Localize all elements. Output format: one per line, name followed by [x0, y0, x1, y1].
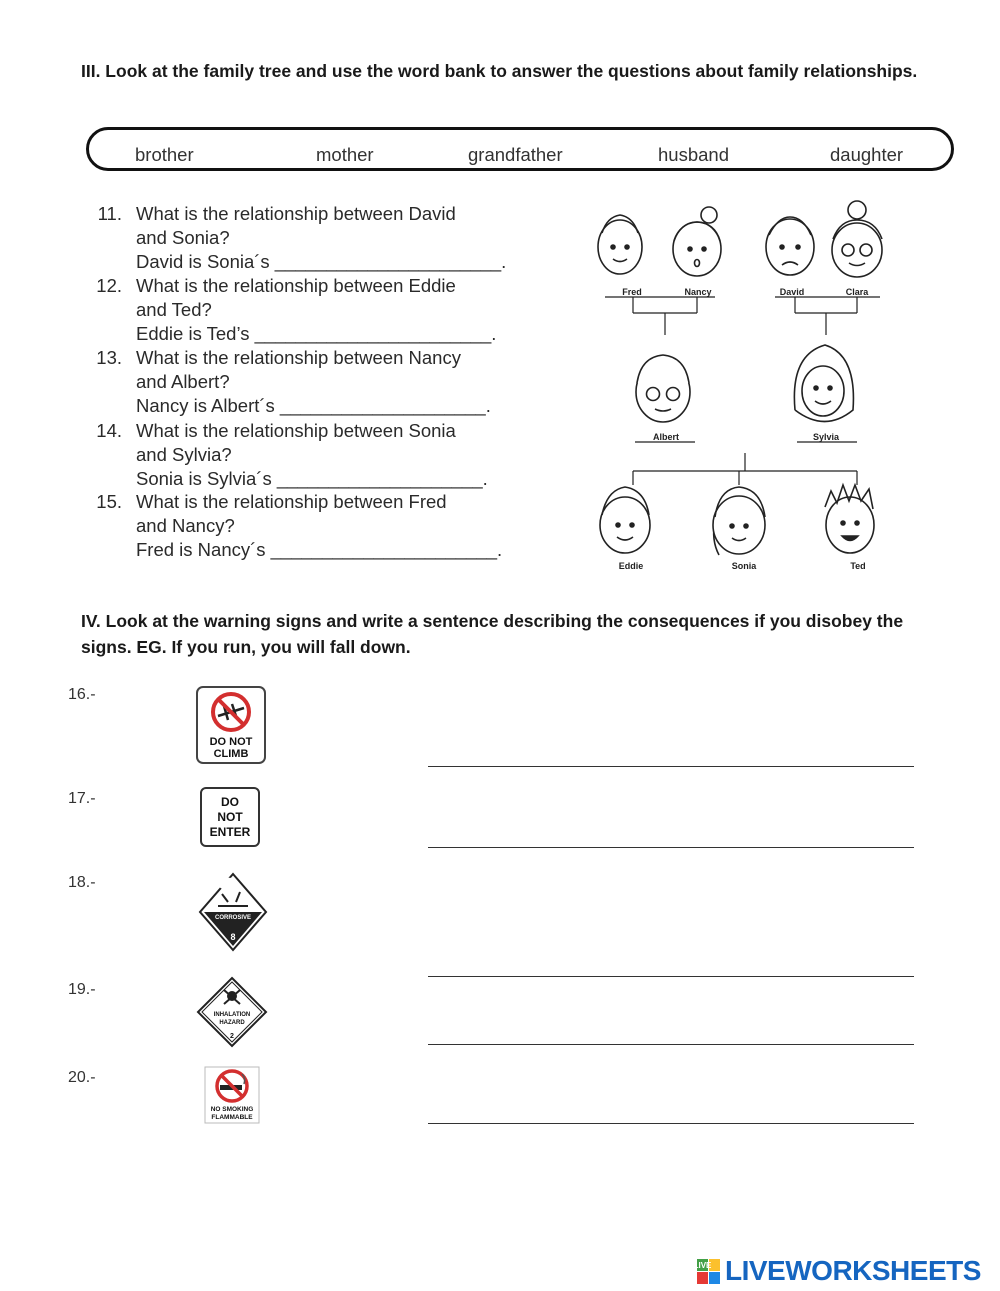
answer-blank[interactable]: Eddie is Ted’s _______________________.: [136, 323, 497, 344]
question-number: 13.: [96, 347, 122, 368]
corrosive-sign-icon: [198, 872, 268, 952]
question-number: 12.: [96, 275, 122, 296]
sign-text: ENTER: [209, 825, 251, 839]
do-not-climb-sign-icon: [196, 686, 266, 764]
sign-text: NOT: [217, 810, 243, 824]
tree-label-nancy: Nancy: [684, 287, 712, 297]
question-15: [88, 490, 518, 562]
tree-label-sylvia: Sylvia: [812, 432, 840, 442]
eddie-face-icon: [600, 487, 650, 553]
tree-label-eddie: Eddie: [618, 561, 644, 571]
question-text: What is the relationship between Fred: [136, 491, 447, 512]
question-text: and Sylvia?: [136, 444, 232, 465]
question-11: [88, 202, 518, 274]
answer-blank[interactable]: Fred is Nancy´s ______________________.: [136, 539, 503, 560]
section4-heading: IV. Look at the warning signs and write a sentence describing the consequences if you disobey the signs. EG. If you run, you will fall down.: [81, 611, 904, 657]
david-face-icon: [766, 217, 814, 275]
answer-line[interactable]: [428, 976, 914, 977]
question-text: and Sonia?: [136, 227, 230, 248]
item-number: 16.-: [68, 686, 96, 703]
sign-text: NO SMOKING: [210, 1106, 254, 1113]
logo-letter: LIVE: [693, 1261, 712, 1270]
tree-label-ted: Ted: [850, 561, 866, 571]
question-text: and Albert?: [136, 371, 230, 392]
sylvia-face-icon: [794, 345, 853, 422]
question-text: What is the relationship between David: [136, 203, 456, 224]
word-bank-item: grandfather: [468, 144, 563, 165]
answer-blank[interactable]: Nancy is Albert´s ____________________.: [136, 395, 491, 416]
question-13: [88, 346, 518, 418]
answer-line[interactable]: [428, 1044, 914, 1045]
tree-label-sonia: Sonia: [731, 561, 757, 571]
sign-text: DO NOT: [209, 736, 253, 748]
sign-text: CORROSIVE: [214, 915, 252, 921]
item-number: 17.-: [68, 790, 96, 807]
word-bank-item: daughter: [830, 144, 904, 165]
question-number: 14.: [96, 420, 122, 441]
word-bank: [86, 127, 954, 171]
answer-line[interactable]: [428, 766, 914, 767]
question-text: What is the relationship between Sonia: [136, 420, 456, 441]
albert-face-icon: [636, 355, 690, 422]
question-text: and Nancy?: [136, 515, 235, 536]
answer-blank[interactable]: David is Sonia´s ______________________.: [136, 251, 507, 272]
question-number: 11.: [97, 203, 122, 224]
sign-text: FLAMMABLE: [211, 1114, 253, 1121]
section3-heading: III. Look at the family tree and use the word bank to answer the questions about family relationships.: [81, 61, 918, 81]
question-text: and Ted?: [136, 299, 212, 320]
sign-text: 8: [230, 932, 236, 942]
sonia-face-icon: [713, 487, 765, 555]
answer-line[interactable]: [428, 847, 914, 848]
tree-label-david: David: [779, 287, 805, 297]
clara-face-icon: [832, 201, 882, 277]
nancy-face-icon: [673, 207, 721, 276]
item-number: 19.-: [68, 981, 96, 998]
sign-text: DO: [221, 795, 239, 809]
ted-face-icon: [825, 485, 874, 553]
question-text: What is the relationship between Nancy: [136, 347, 461, 368]
sign-text: INHALATION: [213, 1012, 251, 1018]
word-bank-item: husband: [658, 144, 729, 165]
fred-face-icon: [598, 215, 642, 274]
tree-label-fred: Fred: [622, 287, 642, 297]
question-12: [88, 274, 518, 346]
sign-text: CLIMB: [213, 748, 249, 760]
inhalation-hazard-sign-icon: [196, 976, 268, 1048]
question-14: [88, 419, 518, 491]
word-bank-item: brother: [135, 144, 194, 165]
liveworksheets-logo: [693, 1255, 997, 1287]
do-not-enter-sign-icon: [200, 787, 260, 847]
item-number: 18.-: [68, 874, 96, 891]
sign-text: HAZARD: [219, 1020, 245, 1026]
family-tree: [585, 195, 885, 580]
answer-blank[interactable]: Sonia is Sylvia´s ____________________.: [136, 468, 488, 489]
word-bank-item: mother: [316, 144, 374, 165]
sign-text: 2: [230, 1033, 234, 1040]
question-text: What is the relationship between Eddie: [136, 275, 456, 296]
question-number: 15.: [96, 491, 122, 512]
tree-label-albert: Albert: [652, 432, 680, 442]
liveworksheets-logo-icon: [693, 1259, 721, 1285]
item-number: 20.-: [68, 1069, 96, 1086]
answer-line[interactable]: [428, 1123, 914, 1124]
liveworksheets-brand-text: LIVEWORKSHEETS: [725, 1255, 981, 1286]
tree-label-clara: Clara: [845, 287, 869, 297]
no-smoking-sign-icon: [204, 1066, 260, 1124]
